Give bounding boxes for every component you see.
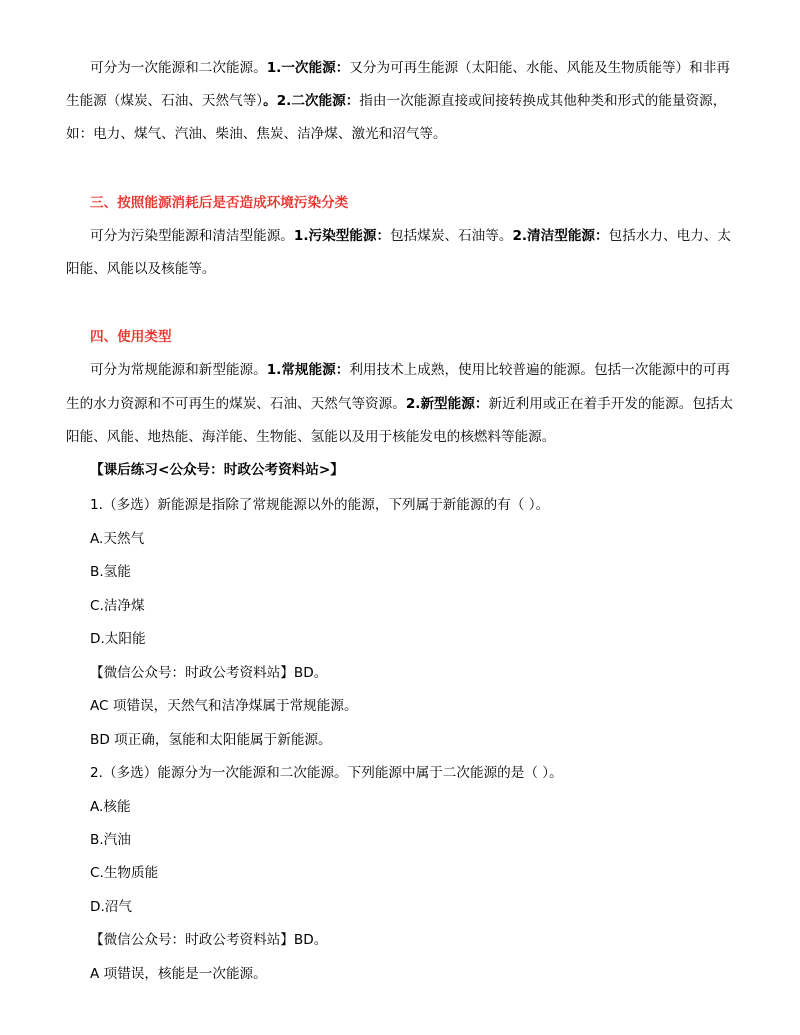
section-heading-4: 四、使用类型 — [90, 329, 172, 345]
term-new-energy: 2.新型能源： — [405, 396, 489, 412]
question-2-option-a: A.核能 — [90, 799, 131, 815]
text: 如：电力、煤气、汽油、柴油、焦炭、洁净煤、激光和沼气等。 — [66, 126, 447, 142]
text: 阳能、风能、地热能、海洋能、生物能、氢能以及用于核能发电的核燃料等能源。 — [66, 429, 556, 445]
text: 可分为常规能源和新型能源。 — [90, 362, 267, 378]
question-1-explanation-1: AC 项错误，天然气和洁净煤属于常规能源。 — [90, 698, 358, 714]
text: 又分为可再生能源（太阳能、水能、风能及生物质能等）和非再 — [349, 60, 730, 76]
paragraph-3-line-3 — [66, 427, 555, 447]
question-1-explanation-2: BD 项正确，氢能和太阳能属于新能源。 — [90, 732, 332, 748]
term-conventional-energy: 1.常规能源： — [266, 362, 350, 378]
question-1-option-b: B.氢能 — [90, 564, 131, 580]
text: 阳能、风能以及核能等。 — [66, 261, 216, 277]
question-2-stem: 2.（多选）能源分为一次能源和二次能源。下列能源中属于二次能源的是（ ）。 — [90, 765, 563, 781]
paragraph-3-line-2 — [66, 394, 733, 414]
question-1-option-c: C.洁净煤 — [90, 598, 145, 614]
text: 利用技术上成熟，使用比较普遍的能源。包括一次能源中的可再 — [349, 362, 730, 378]
paragraph-2-line-2 — [66, 259, 216, 279]
question-2-option-c: C.生物质能 — [90, 865, 159, 881]
text: 包括水力、电力、太 — [608, 228, 731, 244]
text: 可分为污染型能源和清洁型能源。 — [90, 228, 294, 244]
question-1-answer: 【微信公众号：时政公考资料站】BD。 — [90, 665, 328, 681]
question-2-answer: 【微信公众号：时政公考资料站】BD。 — [90, 932, 328, 948]
term-clean-energy: 2.清洁型能源： — [512, 228, 609, 244]
text: 可分为一次能源和二次能源。 — [90, 60, 267, 76]
text: 包括煤炭、石油等。 — [390, 228, 513, 244]
section-heading-3: 三、按照能源消耗后是否造成环境污染分类 — [90, 195, 349, 211]
question-2-option-d: D.沼气 — [90, 899, 132, 915]
paragraph-3-line-1 — [90, 360, 730, 380]
text: 生能源（煤炭、石油、天然气等） — [66, 93, 264, 109]
exercise-title-text: 【课后练习<公众号：时政公考资料站>】 — [90, 462, 344, 478]
term-polluting-energy: 1.污染型能源： — [293, 228, 391, 244]
question-1-option-a: A.天然气 — [90, 531, 145, 547]
text: 生的水力资源和不可再生的煤炭、石油、天然气等资源。 — [66, 396, 406, 412]
exercise-title — [90, 460, 344, 480]
paragraph-1-line-2 — [66, 91, 726, 111]
question-2-option-b: B.汽油 — [90, 832, 131, 848]
term-secondary-energy: 。2.二次能源： — [263, 93, 360, 109]
question-1-option-d: D.太阳能 — [90, 631, 146, 647]
text: 指由一次能源直接或间接转换成其他种类和形式的能量资源， — [359, 93, 727, 109]
paragraph-1-line-3 — [66, 124, 447, 144]
question-1-stem: 1.（多选）新能源是指除了常规能源以外的能源，下列属于新能源的有（ ）。 — [90, 497, 550, 513]
question-2-explanation-1: A 项错误，核能是一次能源。 — [90, 966, 267, 982]
paragraph-1-line-1 — [90, 58, 730, 78]
paragraph-2-line-1 — [90, 226, 731, 246]
text: 新近利用或正在着手开发的能源。包括太 — [488, 396, 734, 412]
term-primary-energy: 1.一次能源： — [266, 60, 350, 76]
